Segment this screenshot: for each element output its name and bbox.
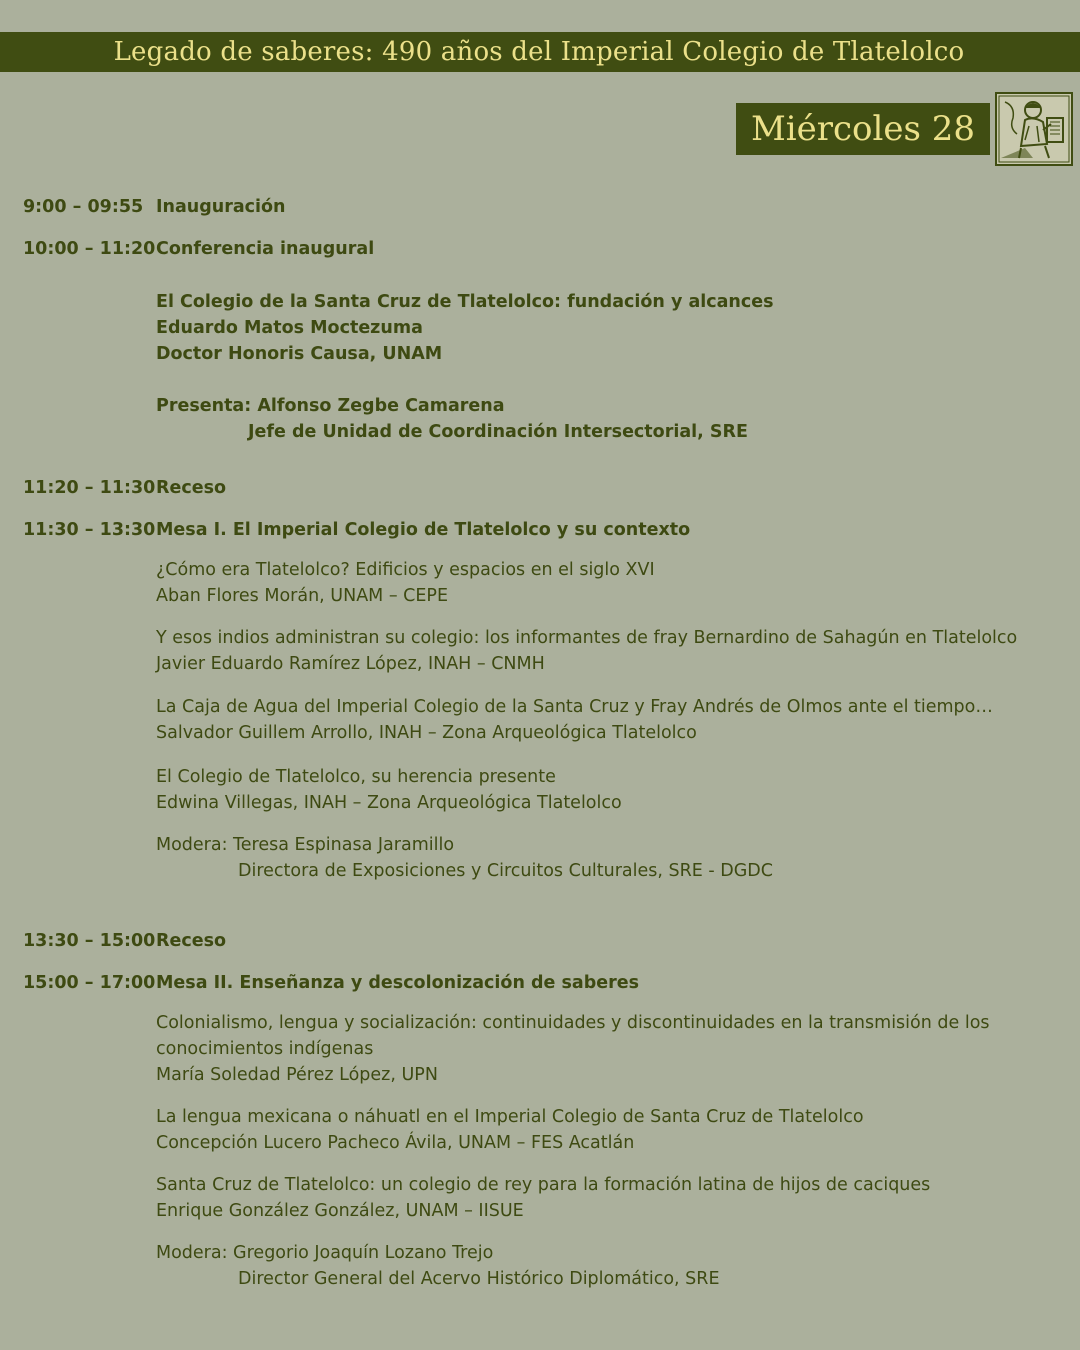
scribe-emblem-icon [995,92,1073,166]
talk-title: La lengua mexicana o náhuatl en el Imperial Colegio de Santa Cruz de Tlatelolco [156,1107,864,1127]
talk-speaker: Concepción Lucero Pacheco Ávila, UNAM – FES Acatlán [156,1133,635,1153]
moderator-role: Directora de Exposiciones y Circuitos Culturales, SRE - DGDC [238,861,774,881]
talk-title: Colonialismo, lengua y socialización: continuidades y discontinuidades en la transmisión de los [156,1013,990,1033]
slot-time: 15:00 – 17:00 [23,973,156,993]
slot-time: 10:00 – 11:20 [23,239,156,259]
slot-time: 11:20 – 11:30 [23,478,156,498]
talk-speaker: Edwina Villegas, INAH – Zona Arqueológica Tlatelolco [156,793,622,813]
header-banner [0,32,1080,72]
slot-title: Mesa II. Enseñanza y descolonización de saberes [156,973,640,993]
moderator-label: Modera: Gregorio Joaquín Lozano Trejo [156,1243,494,1263]
slot-title: Receso [156,931,227,951]
day-header [736,103,990,155]
talk-title: La Caja de Agua del Imperial Colegio de la Santa Cruz y Fray Andrés de Olmos ante el tiempo… [156,697,993,717]
slot-title: Conferencia inaugural [156,239,375,259]
talk-speaker: María Soledad Pérez López, UPN [156,1065,438,1085]
talk-speaker: Enrique González González, UNAM – IISUE [156,1201,524,1221]
talk-title: El Colegio de Tlatelolco, su herencia presente [156,767,556,787]
talk-speaker: Salvador Guillem Arrollo, INAH – Zona Arqueológica Tlatelolco [156,723,697,743]
talk-title: Y esos indios administran su colegio: los informantes de fray Bernardino de Sahagún en Tlatelolco [156,628,1018,648]
talk-speaker: Javier Eduardo Ramírez López, INAH – CNMH [156,654,545,674]
slot-title: Inauguración [156,197,286,217]
talk-title: El Colegio de la Santa Cruz de Tlatelolco: fundación y alcances [156,292,774,312]
slot-time: 11:30 – 13:30 [23,520,156,540]
slot-time: 9:00 – 09:55 [23,197,144,217]
talk-title: ¿Cómo era Tlatelolco? Edificios y espacios en el siglo XVI [156,560,655,580]
presenter-role: Jefe de Unidad de Coordinación Intersectorial, SRE [248,422,748,442]
day-label: Miércoles 28 [750,109,976,149]
talk-speaker: Eduardo Matos Moctezuma [156,318,423,338]
moderator-role: Director General del Acervo Histórico Diplomático, SRE [238,1269,720,1289]
talk-title: conocimientos indígenas [156,1039,374,1059]
talk-speaker: Aban Flores Morán, UNAM – CEPE [156,586,449,606]
event-title: Legado de saberes: 490 años del Imperial Colegio de Tlatelolco [113,37,965,67]
moderator-label: Modera: Teresa Espinasa Jaramillo [156,835,455,855]
slot-title: Mesa I. El Imperial Colegio de Tlatelolco y su contexto [156,520,691,540]
slot-title: Receso [156,478,227,498]
talk-title: Santa Cruz de Tlatelolco: un colegio de rey para la formación latina de hijos de caciques [156,1175,931,1195]
slot-time: 13:30 – 15:00 [23,931,156,951]
talk-affiliation: Doctor Honoris Causa, UNAM [156,344,443,364]
presenter-label: Presenta: Alfonso Zegbe Camarena [156,396,505,416]
